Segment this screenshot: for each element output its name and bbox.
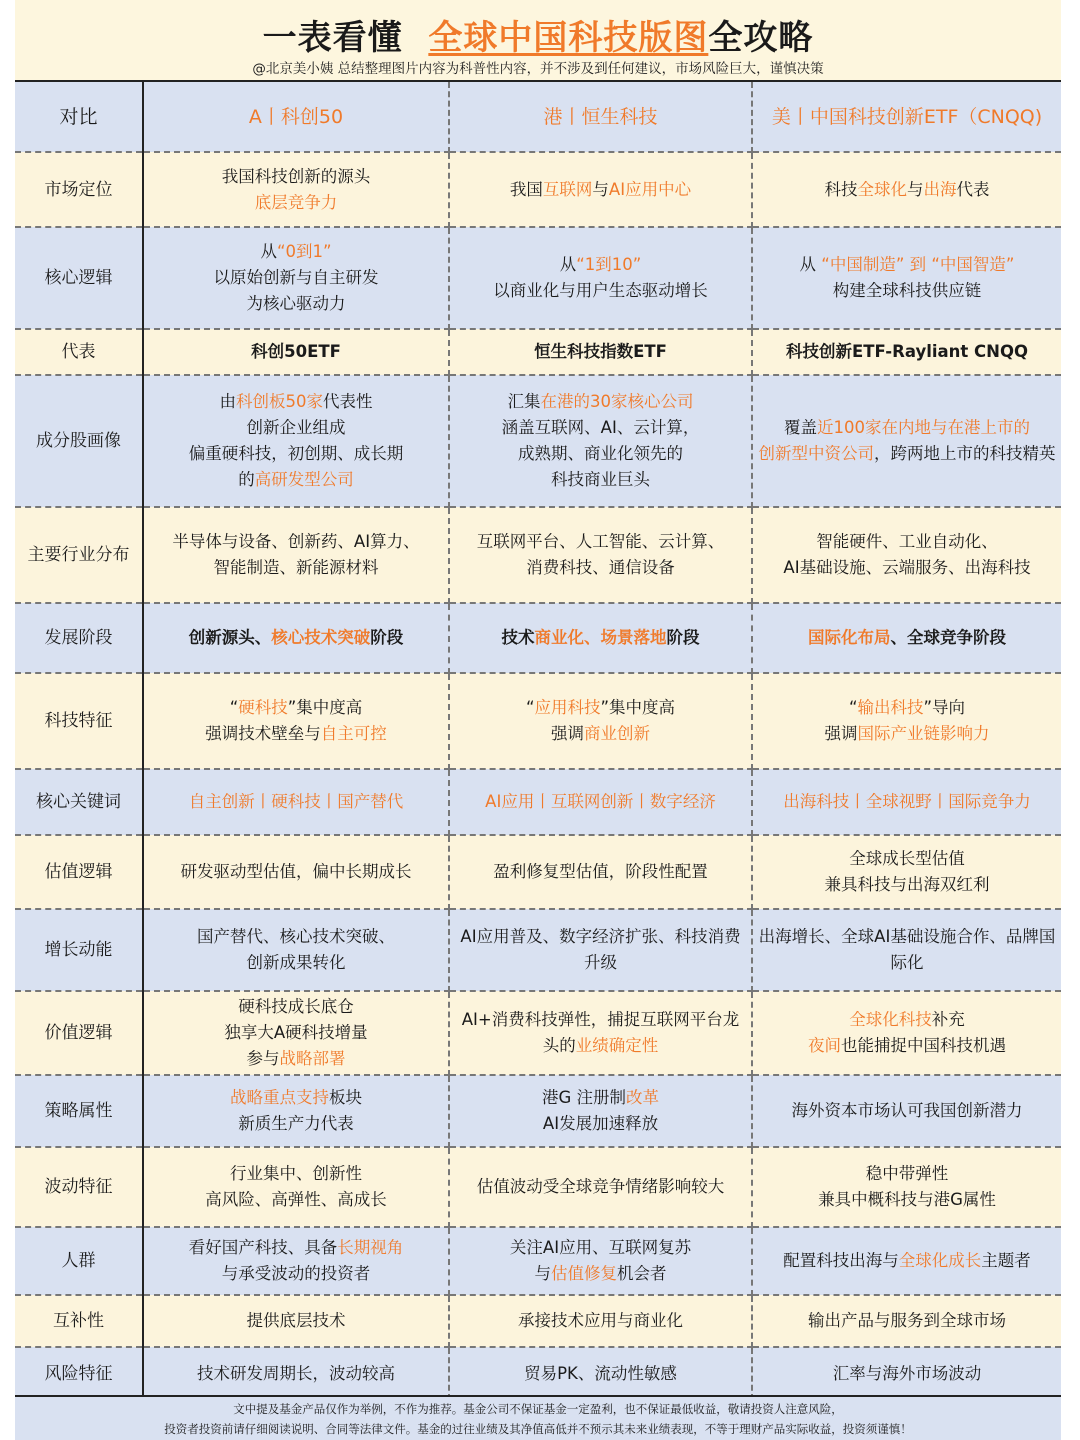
cell-a: 国产替代、核心技术突破、 创新成果转化 — [143, 909, 449, 991]
column-header-hk: 港丨恒生科技 — [449, 82, 752, 152]
cell-us: 输出产品与服务到全球市场 — [752, 1295, 1061, 1347]
cell-a: 创新源头、核心技术突破阶段 — [143, 603, 449, 673]
table-row-keywords — [15, 769, 1061, 835]
table-row-complementarity — [15, 1295, 1061, 1347]
row-label: 风险特征 — [15, 1347, 143, 1400]
cell-a: “硬科技”集中度高 强调技术壁垒与自主可控 — [143, 673, 449, 769]
table-row-tech-traits — [15, 673, 1061, 769]
row-label: 策略属性 — [15, 1075, 143, 1147]
cell-us: 从 “中国制造” 到 “中国智造” 构建全球科技供应链 — [752, 227, 1061, 329]
cell-us: 出海增长、全球AI基础设施合作、品牌国际化 — [752, 909, 1061, 991]
cell-hk: “应用科技”集中度高 强调商业创新 — [449, 673, 752, 769]
table-row-volatility — [15, 1147, 1061, 1227]
cell-us: 覆盖近100家在内地与在港上市的 创新型中资公司，跨两地上市的科技精英 — [752, 375, 1061, 507]
row-label: 互补性 — [15, 1295, 143, 1347]
table-row-industries — [15, 507, 1061, 603]
cell-hk: AI+消费科技弹性，捕捉互联网平台龙头的业绩确定性 — [449, 991, 752, 1075]
cell-a: 研发驱动型估值，偏中长期成长 — [143, 835, 449, 909]
table-header-row — [15, 82, 1061, 152]
row-label: 价值逻辑 — [15, 991, 143, 1075]
cell-a: 技术研发周期长，波动较高 — [143, 1347, 449, 1400]
cell-us: 汇率与海外市场波动 — [752, 1347, 1061, 1400]
footer-line-2: 投资者投资前请仔细阅读说明、合同等法律文件。基金的过往业绩及其净值高低并不预示其未来业绩表现，不等于理财产品实际收益，投资须谨慎！ — [164, 1422, 912, 1436]
table-row-risk — [15, 1347, 1061, 1400]
cell-hk: 承接技术应用与商业化 — [449, 1295, 752, 1347]
table-row-constituents — [15, 375, 1061, 507]
column-header-us: 美丨中国科技创新ETF（CNQQ) — [752, 82, 1061, 152]
cell-hk: 汇集在港的30家核心公司 涵盖互联网、AI、云计算， 成熟期、商业化领先的 科技商业巨头 — [449, 375, 752, 507]
title-block — [15, 0, 1061, 82]
table-row-value-logic — [15, 991, 1061, 1075]
comparison-table — [15, 82, 1061, 1400]
cell-us: 出海科技丨全球视野丨国际竞争力 — [752, 769, 1061, 835]
row-label: 估值逻辑 — [15, 835, 143, 909]
table-row-representative — [15, 329, 1061, 375]
cell-hk: 从“1到10” 以商业化与用户生态驱动增长 — [449, 227, 752, 329]
cell-us: 海外资本市场认可我国创新潜力 — [752, 1075, 1061, 1147]
cell-a: 从“0到1” 以原始创新与自主研发 为核心驱动力 — [143, 227, 449, 329]
column-header-a-share: A丨科创50 — [143, 82, 449, 152]
cell-a: 硬科技成长底仓 独享大A硬科技增量 参与战略部署 — [143, 991, 449, 1075]
cell-hk: AI应用普及、数字经济扩张、科技消费升级 — [449, 909, 752, 991]
cell-us: 科技全球化与出海代表 — [752, 152, 1061, 227]
row-label: 核心逻辑 — [15, 227, 143, 329]
cell-a: 行业集中、创新性 高风险、高弹性、高成长 — [143, 1147, 449, 1227]
cell-us: 全球化科技补充 夜间也能捕捉中国科技机遇 — [752, 991, 1061, 1075]
cell-a: 我国科技创新的源头 底层竞争力 — [143, 152, 449, 227]
cell-us: 稳中带弹性 兼具中概科技与港G属性 — [752, 1147, 1061, 1227]
row-label: 市场定位 — [15, 152, 143, 227]
cell-hk: AI应用丨互联网创新丨数字经济 — [449, 769, 752, 835]
cell-a: 提供底层技术 — [143, 1295, 449, 1347]
row-label: 科技特征 — [15, 673, 143, 769]
row-label: 核心关键词 — [15, 769, 143, 835]
cell-hk: 关注AI应用、互联网复苏 与估值修复机会者 — [449, 1227, 752, 1295]
table-row-core-logic — [15, 227, 1061, 329]
title-highlight: 全球中国科技版图 — [428, 18, 709, 58]
table-row-stage — [15, 603, 1061, 673]
cell-a: 科创50ETF — [143, 329, 449, 375]
cell-a: 看好国产科技、具备长期视角 与承受波动的投资者 — [143, 1227, 449, 1295]
cell-a: 战略重点支持板块 新质生产力代表 — [143, 1075, 449, 1147]
row-label: 波动特征 — [15, 1147, 143, 1227]
subtitle-disclaimer: @北京美小姨 总结整理图片内容为科普性内容，并不涉及到任何建议，市场风险巨大，谨慎决策 — [252, 61, 824, 77]
table-row-market-position — [15, 152, 1061, 227]
cell-hk: 互联网平台、人工智能、云计算、 消费科技、通信设备 — [449, 507, 752, 603]
cell-hk: 我国互联网与AI应用中心 — [449, 152, 752, 227]
cell-hk: 技术商业化、场景落地阶段 — [449, 603, 752, 673]
row-label: 代表 — [15, 329, 143, 375]
cell-us: “输出科技”导向 强调国际产业链影响力 — [752, 673, 1061, 769]
cell-us: 科技创新ETF-Rayliant CNQQ — [752, 329, 1061, 375]
table-row-growth — [15, 909, 1061, 991]
table-row-audience — [15, 1227, 1061, 1295]
row-label: 成分股画像 — [15, 375, 143, 507]
row-label-compare: 对比 — [15, 82, 143, 152]
cell-hk: 估值波动受全球竞争情绪影响较大 — [449, 1147, 752, 1227]
cell-hk: 盈利修复型估值，阶段性配置 — [449, 835, 752, 909]
cell-hk: 港G 注册制改革 AI发展加速释放 — [449, 1075, 752, 1147]
footer-line-1: 文中提及基金产品仅作为举例，不作为推荐。基金公司不保证基金一定盈利，也不保证最低收益，敬请投资人注意风险， — [233, 1402, 843, 1416]
cell-a: 半导体与设备、创新药、AI算力、 智能制造、新能源材料 — [143, 507, 449, 603]
cell-us: 智能硬件、工业自动化、 AI基础设施、云端服务、出海科技 — [752, 507, 1061, 603]
cell-us: 全球成长型估值 兼具科技与出海双红利 — [752, 835, 1061, 909]
cell-a: 自主创新丨硬科技丨国产替代 — [143, 769, 449, 835]
row-label: 增长动能 — [15, 909, 143, 991]
row-label: 主要行业分布 — [15, 507, 143, 603]
cell-hk: 恒生科技指数ETF — [449, 329, 752, 375]
cell-us: 国际化布局、全球竞争阶段 — [752, 603, 1061, 673]
cell-hk: 贸易PK、流动性敏感 — [449, 1347, 752, 1400]
page-title: 一表看懂 全球中国科技版图全攻略 — [262, 18, 814, 58]
cell-a: 由科创板50家代表性 创新企业组成 偏重硬科技，初创期、成长期 的高研发型公司 — [143, 375, 449, 507]
cell-us: 配置科技出海与全球化成长主题者 — [752, 1227, 1061, 1295]
table-row-strategy — [15, 1075, 1061, 1147]
row-label: 发展阶段 — [15, 603, 143, 673]
row-label: 人群 — [15, 1227, 143, 1295]
footer-disclaimer — [15, 1395, 1061, 1440]
table-row-valuation — [15, 835, 1061, 909]
